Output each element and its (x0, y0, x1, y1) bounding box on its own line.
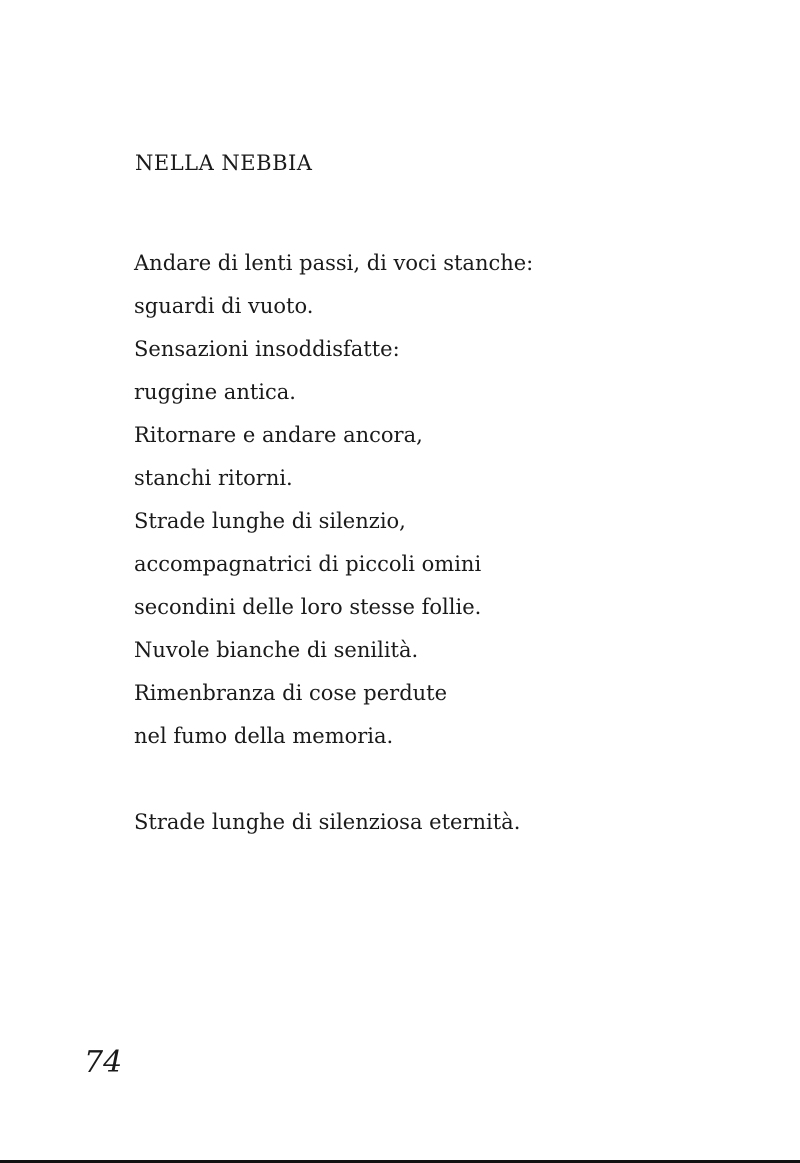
verse-line: Sensazioni insoddisfatte: (134, 337, 400, 361)
verse-line: ruggine antica. (134, 380, 296, 404)
page-number: 74 (84, 1045, 123, 1080)
stanza-1 (134, 242, 533, 758)
verse-line: Andare di lenti passi, di voci stanche: (134, 251, 534, 275)
poem-title: NELLA NEBBIA (135, 151, 313, 175)
stanza-2 (134, 801, 520, 844)
verse-line: Ritornare e andare ancora, (134, 423, 423, 447)
verse-line: stanchi ritorni. (134, 466, 293, 490)
verse-line: Strade lunghe di silenzio, (134, 509, 406, 533)
verse-line: secondini delle loro stesse follie. (134, 595, 482, 619)
verse-line: Strade lunghe di silenziosa eternità. (134, 810, 521, 834)
verse-line: sguardi di vuoto. (134, 294, 314, 318)
verse-line: Nuvole bianche di senilità. (134, 638, 419, 662)
verse-line: Rimenbranza di cose perdute (134, 681, 448, 705)
verse-line: accompagnatrici di piccoli omini (134, 552, 482, 576)
verse-line: nel fumo della memoria. (134, 724, 394, 748)
